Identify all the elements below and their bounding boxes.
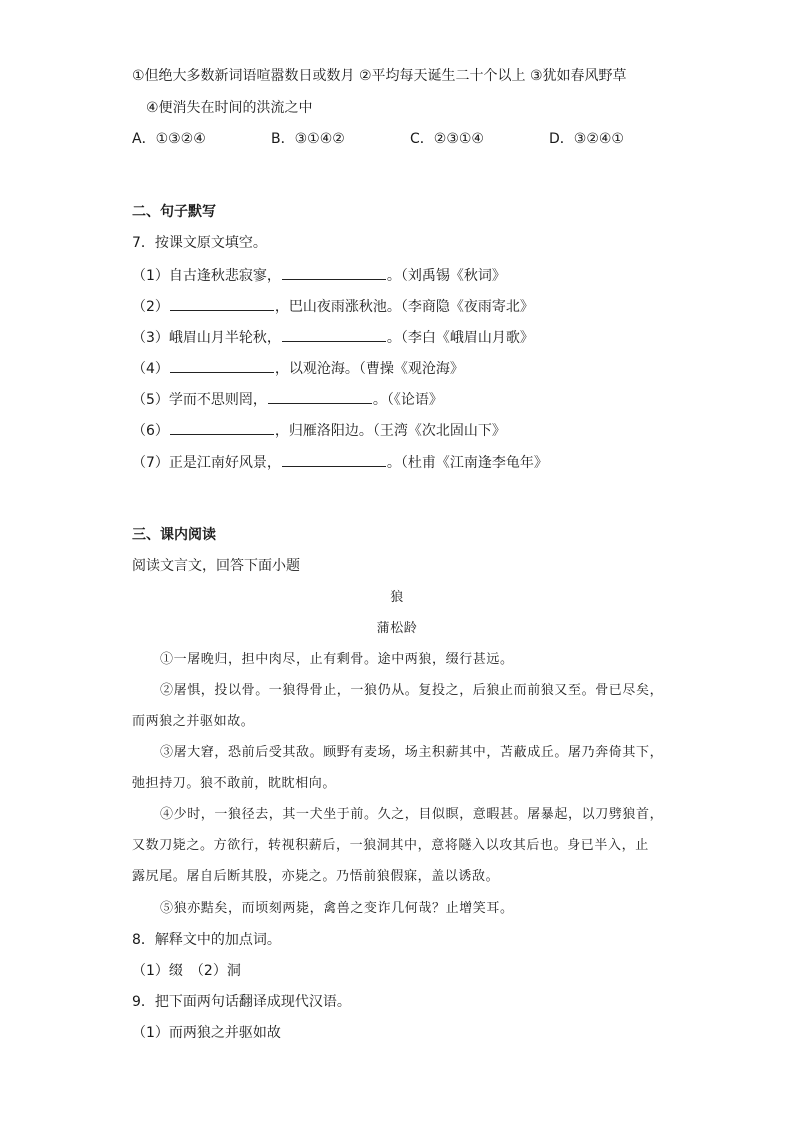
q7-item-3: （3）峨眉山月半轮秋， 。（李白《峨眉山月歌》 <box>132 327 534 348</box>
q6-option-c <box>410 129 484 149</box>
option-text: ③②④① <box>573 131 624 147</box>
option-letter: C． <box>410 131 434 147</box>
passage-paragraph-3: ③屠大窘，恐前后受其敌。顾野有麦场，场主积薪其中，苫蔽成丘。屠乃奔倚其下， <box>160 745 664 760</box>
answer-blank[interactable] <box>170 420 274 435</box>
answer-blank[interactable] <box>170 296 274 311</box>
passage-paragraph-2: ②屠惧，投以骨。一狼得骨止，一狼仍从。复投之，后狼止而前狼又至。骨已尽矣， <box>160 683 664 698</box>
passage-author: 蒲松龄 <box>376 621 418 636</box>
q7-prompt: 7．按课文原文填空。 <box>132 235 267 251</box>
q8-items: （1）缀 （2）洞 <box>132 963 241 979</box>
q7-item-1: （1）自古逢秋悲寂寥， 。（刘禹锡《秋词》 <box>132 265 506 286</box>
q6-option-b <box>271 129 345 149</box>
option-text: ③①④② <box>294 131 345 147</box>
answer-blank[interactable] <box>282 452 386 467</box>
reading-instruction: 阅读文言文，回答下面小题 <box>132 558 300 574</box>
option-text: ②③①④ <box>433 131 484 147</box>
q7-item-5: （5）学而不思则罔， 。（《论语》 <box>132 389 443 410</box>
q6-option-a <box>132 129 206 149</box>
passage-paragraph-4-cont1: 又数刀毙之。方欲行，转视积薪后，一狼洞其中，意将隧入以攻其后也。身已半入，止 <box>132 838 649 853</box>
answer-blank[interactable] <box>282 265 386 280</box>
passage-paragraph-2-cont: 而两狼之并驱如故。 <box>132 714 255 729</box>
option-letter: A． <box>132 131 156 147</box>
q8-prompt: 8．解释文中的加点词。 <box>132 932 281 948</box>
q9-item-1: （1）而两狼之并驱如故 <box>132 1025 281 1041</box>
passage-title: 狼 <box>390 590 404 605</box>
passage-paragraph-4: ④少时，一狼径去，其一犬坐于前。久之，目似瞑，意暇甚。屠暴起，以刀劈狼首， <box>160 807 664 822</box>
section3-title: 三、课内阅读 <box>132 527 216 543</box>
option-letter: B． <box>271 131 295 147</box>
q7-item-4: （4） ，以观沧海。（曹操《观沧海》 <box>132 358 464 379</box>
answer-blank[interactable] <box>268 389 372 404</box>
option-letter: D． <box>549 131 574 147</box>
q7-item-6: （6） ，归雁洛阳边。（王湾《次北固山下》 <box>132 420 506 441</box>
q6-items-line2: ④便消失在时间的洪流之中 <box>146 100 313 116</box>
passage-paragraph-1: ①一屠晚归，担中肉尽，止有剩骨。途中两狼，缀行甚远。 <box>160 652 514 667</box>
passage-paragraph-3-cont: 弛担持刀。狼不敢前，眈眈相向。 <box>132 776 337 791</box>
q7-item-2: （2） ，巴山夜雨涨秋池。（李商隐《夜雨寄北》 <box>132 296 534 317</box>
passage-paragraph-5: ⑤狼亦黠矣，而顷刻两毙，禽兽之变诈几何哉？止增笑耳。 <box>160 901 514 916</box>
section2-title: 二、句子默写 <box>132 204 216 220</box>
passage-paragraph-4-cont2: 露尻尾。屠自后断其股，亦毙之。乃悟前狼假寐，盖以诱敌。 <box>132 869 500 884</box>
q9-prompt: 9．把下面两句话翻译成现代汉语。 <box>132 994 351 1010</box>
q6-option-d <box>549 129 624 149</box>
answer-blank[interactable] <box>282 327 386 342</box>
option-text: ①③②④ <box>155 131 206 147</box>
q6-items-line1: ①但绝大多数新词语喧嚣数日或数月 ②平均每天诞生二十个以上 ③犹如春风野草 <box>132 68 627 84</box>
answer-blank[interactable] <box>170 358 274 373</box>
q7-item-7: （7）正是江南好风景， 。（杜甫《江南逢李龟年》 <box>132 452 548 473</box>
